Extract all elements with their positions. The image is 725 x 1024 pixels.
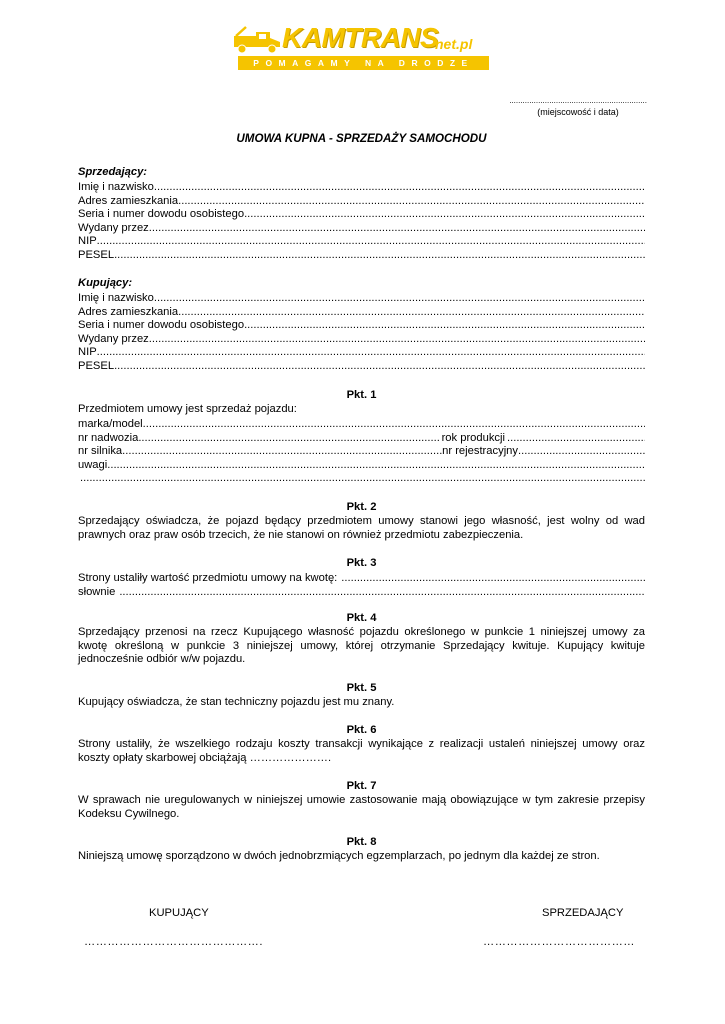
- pkt5-heading: Pkt. 5: [346, 682, 377, 694]
- value-in-words-field: słownie .....: [78, 585, 645, 599]
- buyer-issued-field: Wydany przez. .....: [78, 332, 645, 346]
- seller-nip-field: NIP .....: [78, 234, 645, 248]
- vehicle-notes-field: uwagi .....: [78, 458, 645, 472]
- logo-slogan: POMAGAMY NA DRODZE: [253, 58, 474, 68]
- pkt1-heading: Pkt. 1: [346, 389, 377, 401]
- pkt4-heading: Pkt. 4: [346, 612, 377, 624]
- vehicle-body-year-field: nr nadwozia ..... rok produkcji .....: [78, 431, 645, 445]
- pkt7-text: W sprawach nie uregulowanych w niniejszej umowie zastosowanie mają obowiązujące w tym zakresie przepisy Kodeksu Cywilnego.: [78, 794, 645, 820]
- pkt5-text: Kupujący oświadcza, że stan techniczny pojazdu jest mu znany.: [78, 696, 395, 708]
- pkt2-text: Sprzedający oświadcza, że pojazd będący przedmiotem umowy stanowi jego własność, jest wolny od wad prawnych oraz praw osób trzecich, że nie stanowi on również przedmiotu zabezpieczenia.: [78, 515, 645, 541]
- place-date-line: ..............................................................: [509, 96, 647, 105]
- pkt1-intro: Przedmiotem umowy jest sprzedaż pojazdu:: [78, 403, 297, 415]
- buyer-name-field: Imię i nazwisko .....: [78, 291, 645, 305]
- buyer-signature-line: ……………………………………….: [84, 936, 263, 948]
- tow-truck-icon: [232, 26, 284, 56]
- seller-signature-label: SPRZEDAJĄCY: [542, 907, 624, 919]
- pkt8-heading: Pkt. 8: [346, 836, 377, 848]
- seller-issued-field: Wydany przez .....: [78, 221, 645, 235]
- seller-name-field: Imię i nazwisko .....: [78, 180, 645, 194]
- pkt6-heading: Pkt. 6: [346, 724, 377, 736]
- place-date-caption: (miejscowość i data): [537, 107, 619, 117]
- vehicle-notes-continued: [80, 471, 645, 485]
- pkt2-heading: Pkt. 2: [346, 501, 377, 513]
- seller-heading: Sprzedający:: [78, 166, 148, 178]
- buyer-signature-label: KUPUJĄCY: [149, 907, 209, 919]
- seller-id-field: Seria i numer dowodu osobistego .....: [78, 207, 645, 221]
- company-logo: [232, 24, 494, 72]
- pkt7-heading: Pkt. 7: [346, 780, 377, 792]
- document-title: UMOWA KUPNA - SPRZEDAŻY SAMOCHODU: [236, 132, 487, 145]
- logo-suffix: net.pl: [435, 36, 473, 52]
- seller-address-field: Adres zamieszkania .....: [78, 194, 645, 208]
- buyer-address-field: Adres zamieszkania .....: [78, 305, 645, 319]
- seller-pesel-field: PESEL .....: [78, 248, 645, 262]
- seller-signature-line: …………………………………: [483, 936, 635, 948]
- buyer-nip-field: NIP .....: [78, 345, 645, 359]
- pkt6-text: Strony ustaliły, że wszelkiego rodzaju koszty transakcji wynikające z realizacji ustaleń niniejszej umowy oraz koszty opłaty skarbowej obciążają ………………….: [78, 738, 645, 764]
- pkt8-text: Niniejszą umowę sporządzono w dwóch jednobrzmiących egzemplarzach, po jednym dla każdej ze stron.: [78, 850, 600, 862]
- logo-name: KAMTRANS: [282, 22, 439, 53]
- pkt4-text: Sprzedający przenosi na rzecz Kupującego własność pojazdu określonego w punkcie 1 niniejszej umowy za kwotę określoną w punkcie 3 niniejszej umowy, której otrzymanie Sprzedający kwituje. Kupujący kwituje jednocześnie odbiór w/w pojazdu.: [78, 626, 645, 665]
- contract-value-field: Strony ustaliły wartość przedmiotu umowy na kwotę: .....: [78, 571, 645, 585]
- buyer-heading: Kupujący:: [78, 277, 133, 289]
- pkt3-heading: Pkt. 3: [346, 557, 377, 569]
- vehicle-make-field: marka/model .....: [78, 417, 645, 431]
- buyer-id-field: Seria i numer dowodu osobistego .....: [78, 318, 645, 332]
- buyer-pesel-field: PESEL .....: [78, 359, 645, 373]
- vehicle-engine-reg-field: nr silnika ..... nr rejestracyjny .....: [78, 444, 645, 458]
